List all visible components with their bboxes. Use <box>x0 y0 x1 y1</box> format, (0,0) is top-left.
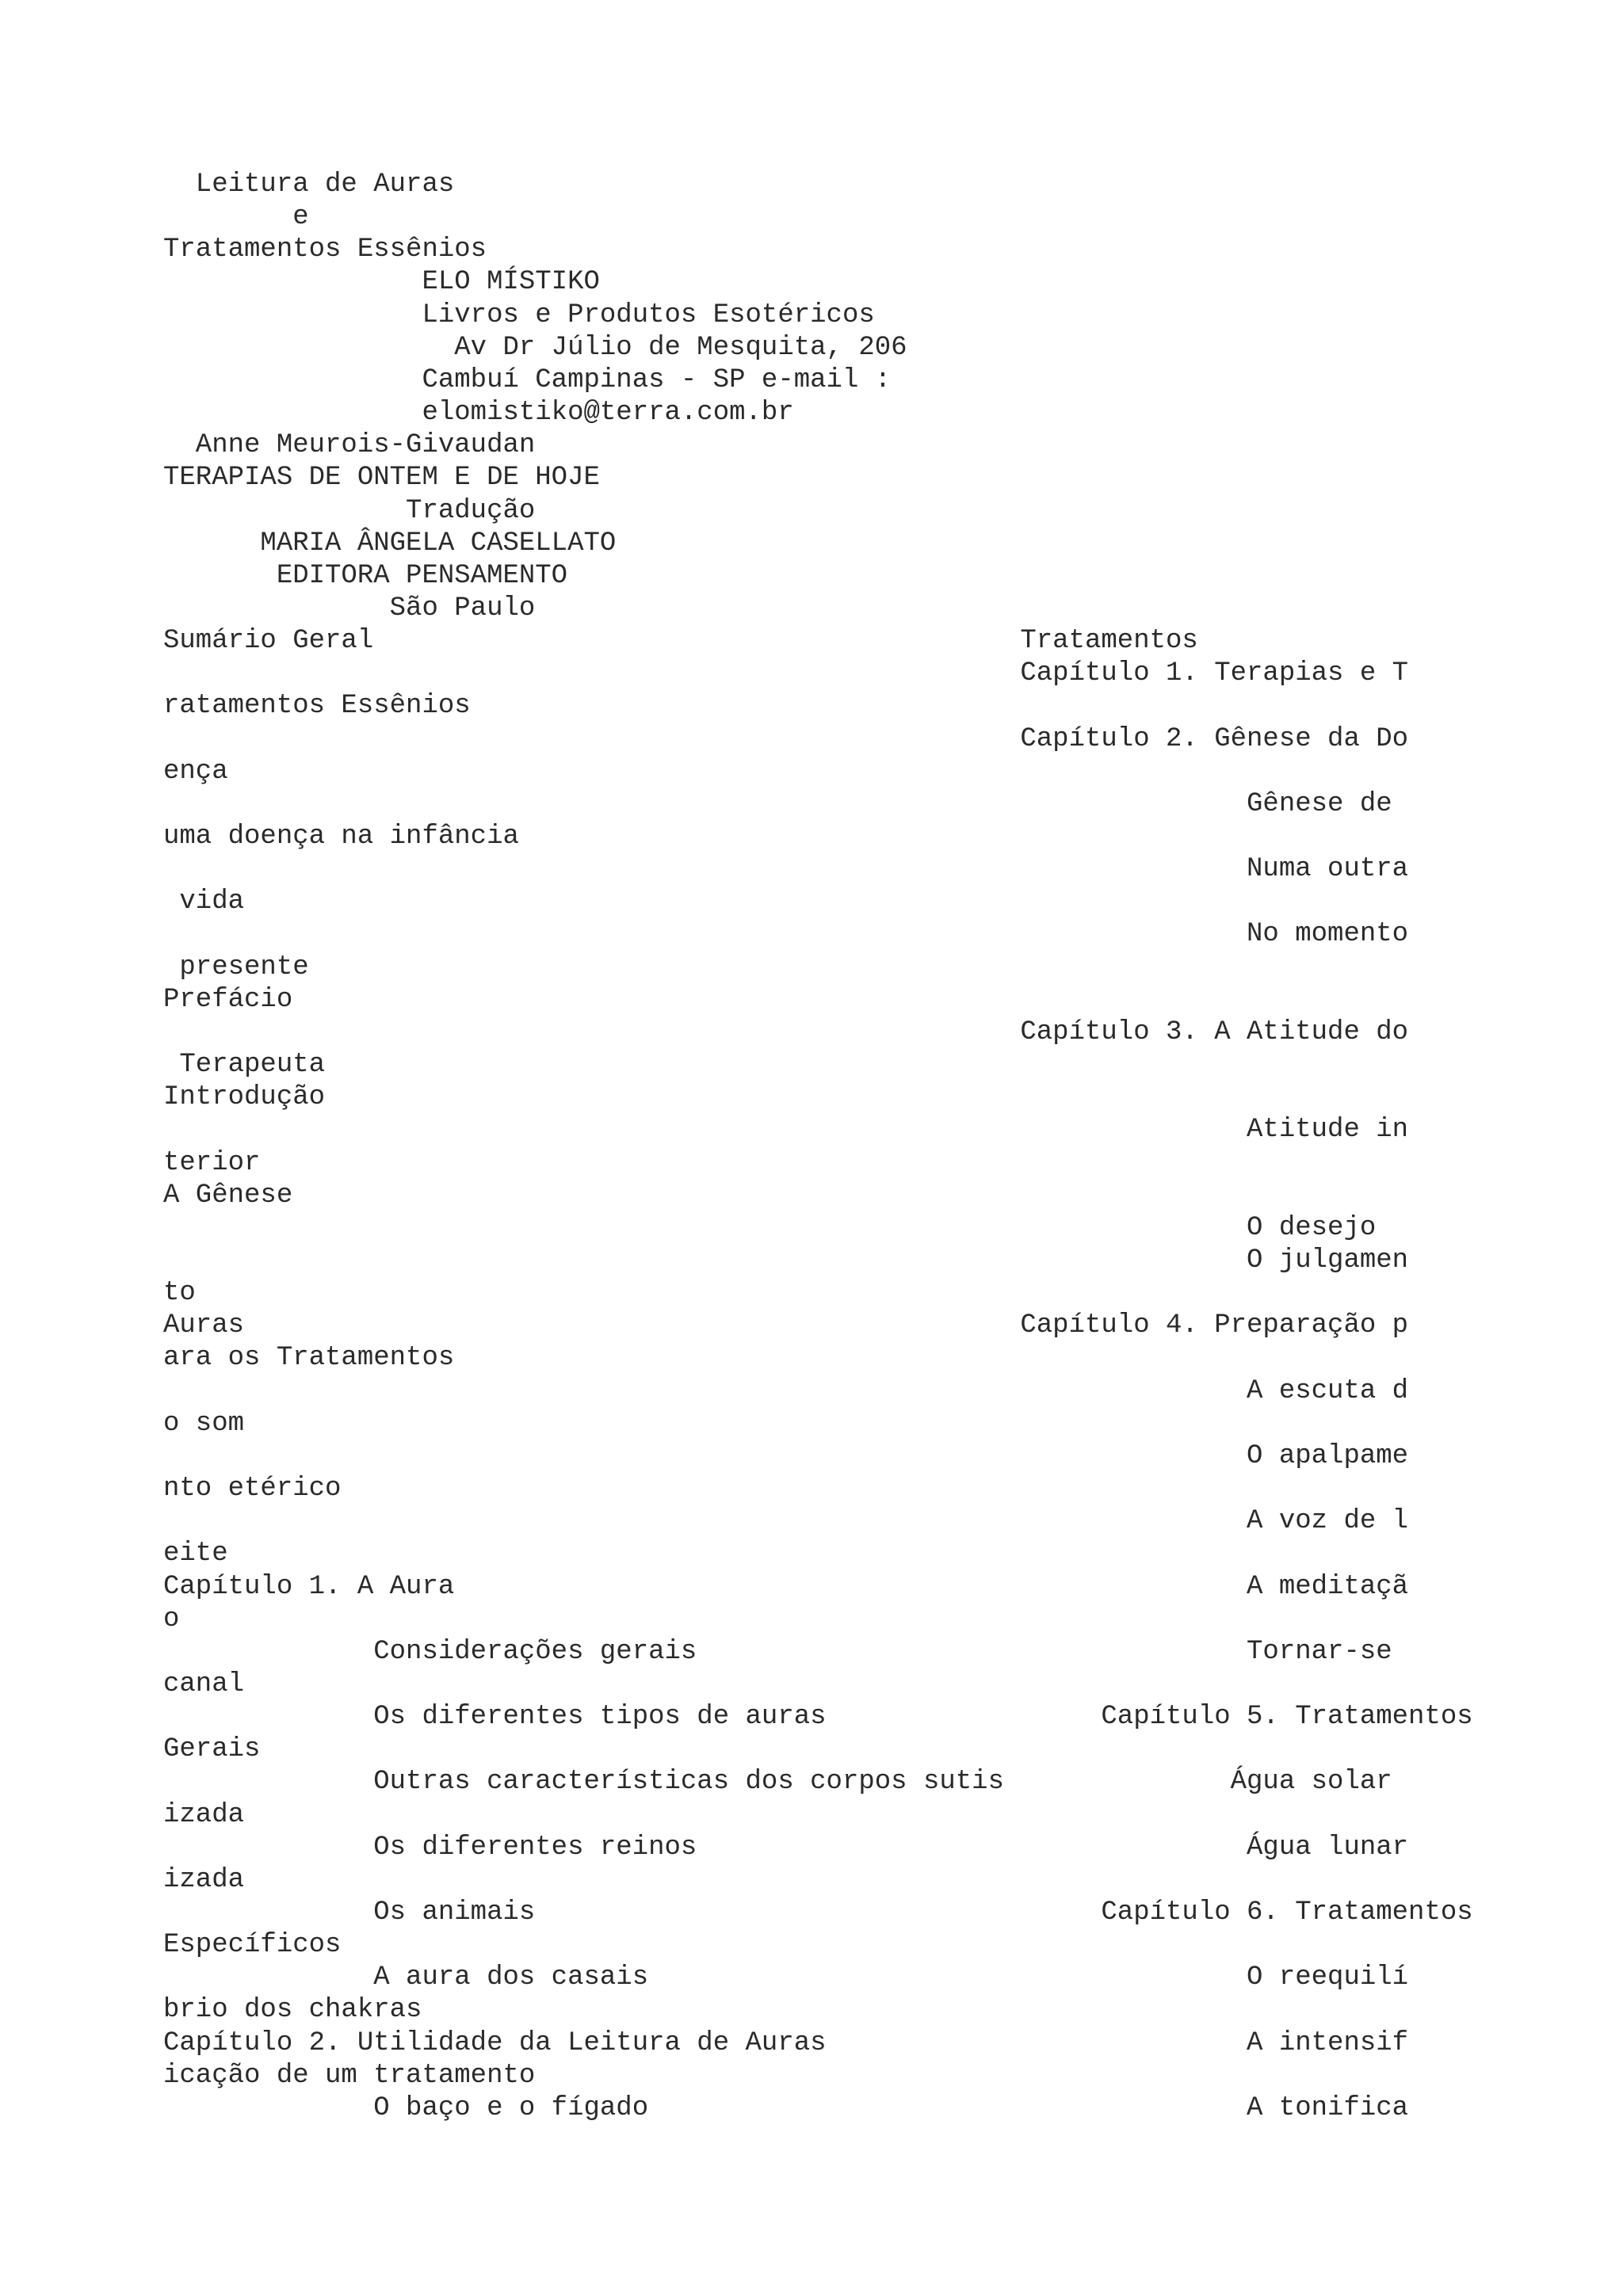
text-line: ara os Tratamentos <box>163 1343 455 1374</box>
text-line: Capítulo 2. Gênese da Do <box>163 723 1409 754</box>
text-line: Capítulo 3. A Atitude do <box>163 1016 1409 1047</box>
text-line: o som <box>163 1408 245 1439</box>
text-line: ELO MÍSTIKO <box>163 267 600 298</box>
text-line: Capítulo 1. A Aura A meditaçã <box>163 1571 1409 1602</box>
text-line: TERAPIAS DE ONTEM E DE HOJE <box>163 463 600 494</box>
text-line: O desejo <box>163 1212 1377 1243</box>
text-line: Cambuí Campinas - SP e-mail : <box>163 364 892 395</box>
text-line: A aura dos casais O reequilí <box>163 1962 1409 1993</box>
text-line: elomistiko@terra.com.br <box>163 398 794 429</box>
text-line: Específicos <box>163 1930 342 1961</box>
text-line: izada <box>163 1799 245 1830</box>
text-line: Terapeuta <box>163 1050 326 1080</box>
text-line: Leitura de Auras <box>163 170 455 200</box>
text-line: São Paulo <box>163 593 536 624</box>
text-line: canal <box>163 1669 245 1699</box>
text-line: uma doença na infância <box>163 822 519 852</box>
text-line: MARIA ÂNGELA CASELLATO <box>163 528 617 559</box>
text-line: o <box>163 1604 180 1634</box>
text-line: terior <box>163 1147 261 1178</box>
text-line: Prefácio <box>163 984 293 1015</box>
text-line: Capítulo 1. Terapias e T <box>163 658 1409 689</box>
text-line: O apalpame <box>163 1440 1409 1471</box>
text-line: Atitude in <box>163 1115 1409 1146</box>
text-line: eite <box>163 1539 228 1569</box>
text-line: A Gênese <box>163 1180 293 1211</box>
text-line: to <box>163 1278 196 1309</box>
text-line: Livros e Produtos Esotéricos <box>163 299 875 330</box>
text-line: vida <box>163 887 245 917</box>
text-line: A voz de l <box>163 1506 1409 1537</box>
text-line: Gerais <box>163 1734 261 1765</box>
text-line: Introdução <box>163 1082 326 1113</box>
text-line: No momento <box>163 919 1409 950</box>
text-line: e <box>163 202 309 233</box>
text-line: EDITORA PENSAMENTO <box>163 560 568 591</box>
text-line: nto etérico <box>163 1474 342 1504</box>
text-line: Considerações gerais Tornar-se <box>163 1636 1392 1667</box>
text-line: Tradução <box>163 495 536 526</box>
text-line: Capítulo 2. Utilidade da Leitura de Auras A intensif <box>163 2027 1409 2058</box>
text-line: ença <box>163 756 228 787</box>
text-line: Sumário Geral Tratamentos <box>163 626 1198 657</box>
text-line: Auras Capítulo 4. Preparação p <box>163 1310 1409 1341</box>
text-line: Outras características dos corpos sutis Água solar <box>163 1767 1392 1798</box>
text-line: Av Dr Júlio de Mesquita, 206 <box>163 332 907 363</box>
text-line: izada <box>163 1864 245 1895</box>
text-line: Os animais Capítulo 6. Tratamentos <box>163 1897 1473 1928</box>
text-line: ratamentos Essênios <box>163 691 471 722</box>
text-line: Tratamentos Essênios <box>163 235 487 265</box>
text-line: brio dos chakras <box>163 1995 422 2026</box>
text-line: Gênese de <box>163 788 1392 819</box>
text-line: O baço e o fígado A tonifica <box>163 2092 1409 2123</box>
text-line: Os diferentes tipos de auras Capítulo 5. Tratamentos <box>163 1702 1473 1733</box>
text-line: presente <box>163 952 309 982</box>
text-line: icação de um tratamento <box>163 2060 536 2091</box>
text-line: Anne Meurois-Givaudan <box>163 430 536 461</box>
text-line: O julgamen <box>163 1245 1409 1276</box>
text-line: Numa outra <box>163 854 1409 885</box>
text-line: A escuta d <box>163 1375 1409 1406</box>
text-line: Os diferentes reinos Água lunar <box>163 1832 1409 1863</box>
